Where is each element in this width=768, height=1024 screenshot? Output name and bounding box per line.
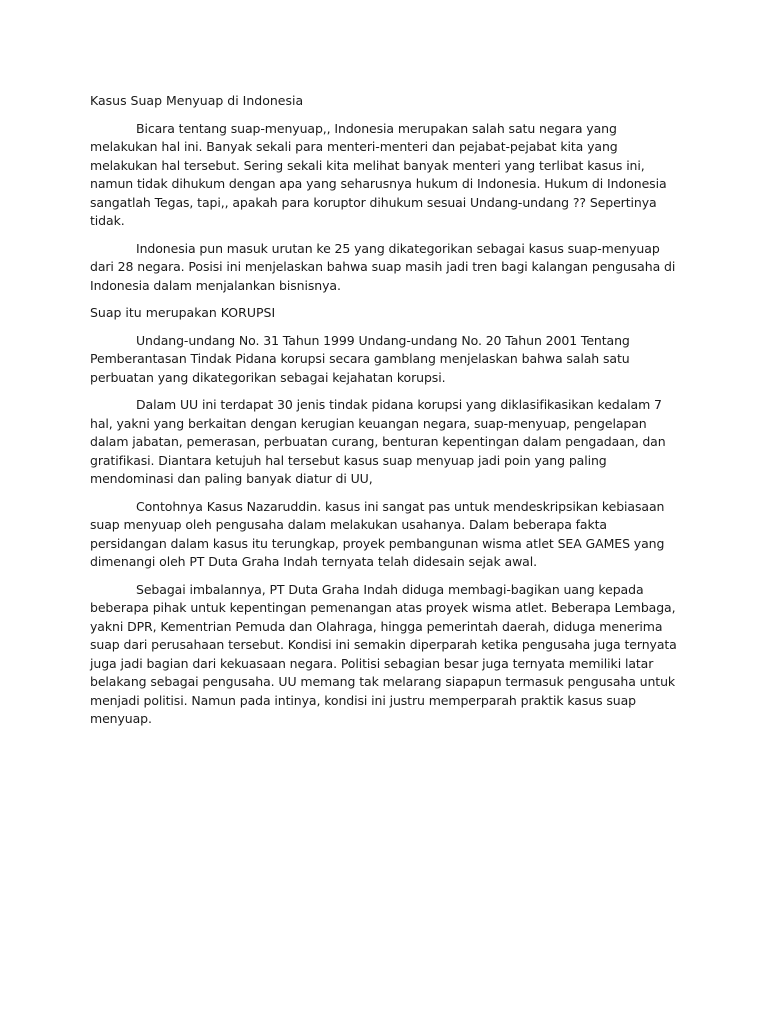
paragraph-categories: Dalam UU ini terdapat 30 jenis tindak pidana korupsi yang diklasifikasikan kedalam 7 hal, yakni yang berkaitan dengan kerugian keuangan negara, suap-menyuap, pengelapan dalam jabatan, pemerasan, perbuatan curang, benturan kepentingan dalam pengadaan, dan gratifikasi. Diantara ketujuh hal tersebut kasus suap menyuap jadi poin yang paling mendominasi dan paling banyak diatur di UU,	[90, 397, 666, 486]
paragraph-law: Undang-undang No. 31 Tahun 1999 Undang-undang No. 20 Tahun 2001 Tentang Pemberantasan Tindak Pidana korupsi secara gamblang menjelaskan bahwa salah satu perbuatan yang dikategorikan sebagai kejahatan korupsi.	[90, 332, 630, 385]
paragraph-ranking: Indonesia pun masuk urutan ke 25 yang dikategorikan sebagai kasus suap-menyuap dari 28 negara. Posisi ini menjelaskan bahwa suap masih jadi tren bagi kalangan pengusaha di Indonesia dalam menjalankan bisnisnya.	[90, 240, 676, 293]
document-body	[90, 92, 686, 738]
paragraph-imbalan: Sebagai imbalannya, PT Duta Graha Indah diduga membagi-bagikan uang kepada beberapa pihak untuk kepentingan pemenangan atas proyek wisma atlet. Beberapa Lembaga, yakni DPR, Kementrian Pemuda dan Olahraga, hingga pemerintah daerah, diduga menerima suap dari perusahaan tersebut. Kondisi ini semakin diperparah ketika pengusaha juga ternyata juga jadi bagian dari kekuasaan negara. Politisi sebagian besar juga ternyata memiliki latar belakang sebagai pengusaha. UU memang tak melarang siapapun termasuk pengusaha untuk menjadi politisi. Namun pada intinya, kondisi ini justru memperparah praktik kasus suap menyuap.	[90, 581, 677, 726]
paragraph-nazaruddin: Contohnya Kasus Nazaruddin. kasus ini sangat pas untuk mendeskripsikan kebiasaan suap menyuap oleh pengusaha dalam melakukan usahanya. Dalam beberapa fakta persidangan dalam kasus itu terungkap, proyek pembangunan wisma atlet SEA GAMES yang dimenangi oleh PT Duta Graha Indah ternyata telah didesain sejak awal.	[90, 498, 665, 569]
section-heading-korupsi: Suap itu merupakan KORUPSI	[90, 305, 276, 320]
paragraph-intro: Bicara tentang suap-menyuap,, Indonesia merupakan salah satu negara yang melakukan hal ini. Banyak sekali para menteri-menteri dan pejabat-pejabat kita yang melakukan hal tersebut. Sering sekali kita melihat banyak menteri yang terlibat kasus ini, namun tidak dihukum dengan apa yang seharusnya hukum di Indonesia. Hukum di Indonesia sangatlah Tegas, tapi,, apakah para koruptor dihukum sesuai Undang-undang ?? Sepertinya tidak.	[90, 120, 667, 228]
document-title: Kasus Suap Menyuap di Indonesia	[90, 93, 304, 108]
